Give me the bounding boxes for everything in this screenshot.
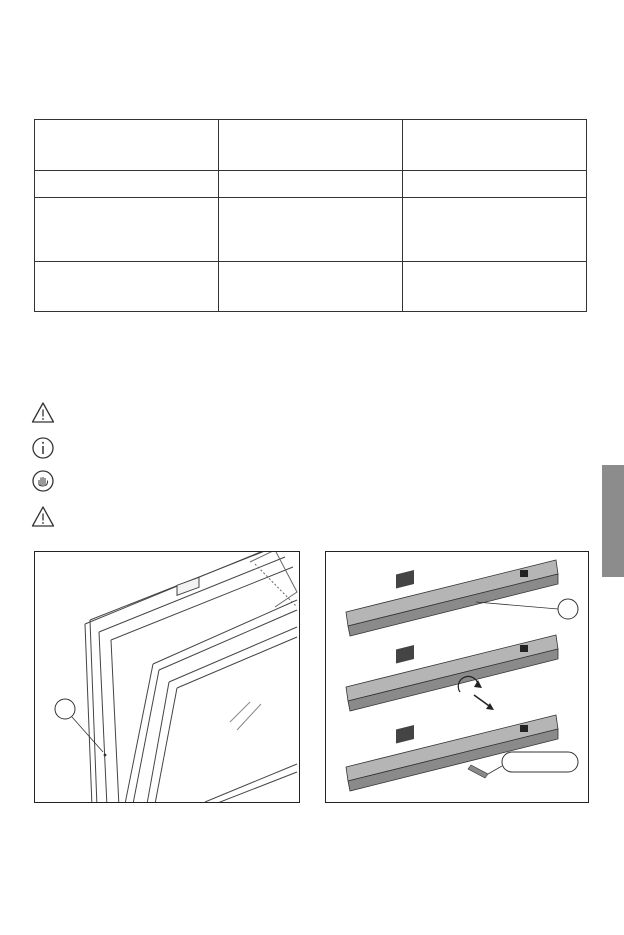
table-cell: [403, 198, 587, 262]
table-cell: [219, 198, 403, 262]
table-cell: [219, 171, 403, 198]
rail-part: [346, 560, 558, 636]
table-cell: [403, 171, 587, 198]
table-cell: [403, 262, 587, 312]
rail-assembly-illustration: [326, 552, 588, 802]
info-icon: [31, 436, 55, 460]
rail-assembly-figure: [325, 551, 589, 803]
warning-triangle-icon: [31, 505, 55, 529]
table-cell: [35, 171, 219, 198]
door-frame-illustration: [35, 552, 299, 802]
specification-table: [34, 119, 587, 312]
pin-part: [468, 765, 488, 778]
table-row: [35, 198, 587, 262]
table-row: [35, 120, 587, 171]
table-cell: [35, 120, 219, 171]
table-cell: [35, 198, 219, 262]
hot-surface-icon: [31, 469, 55, 493]
callout-circle: [55, 699, 75, 719]
table-cell: [219, 262, 403, 312]
table-row: [35, 171, 587, 198]
warning-triangle-icon: [31, 401, 55, 425]
rail-part: [346, 635, 558, 711]
callout-circle: [558, 599, 578, 619]
side-tab: [602, 465, 624, 577]
part-label-box: [502, 752, 578, 772]
table-cell: [219, 120, 403, 171]
table-cell: [403, 120, 587, 171]
table-cell: [35, 262, 219, 312]
door-frame-figure: [34, 551, 300, 803]
table-row: [35, 262, 587, 312]
